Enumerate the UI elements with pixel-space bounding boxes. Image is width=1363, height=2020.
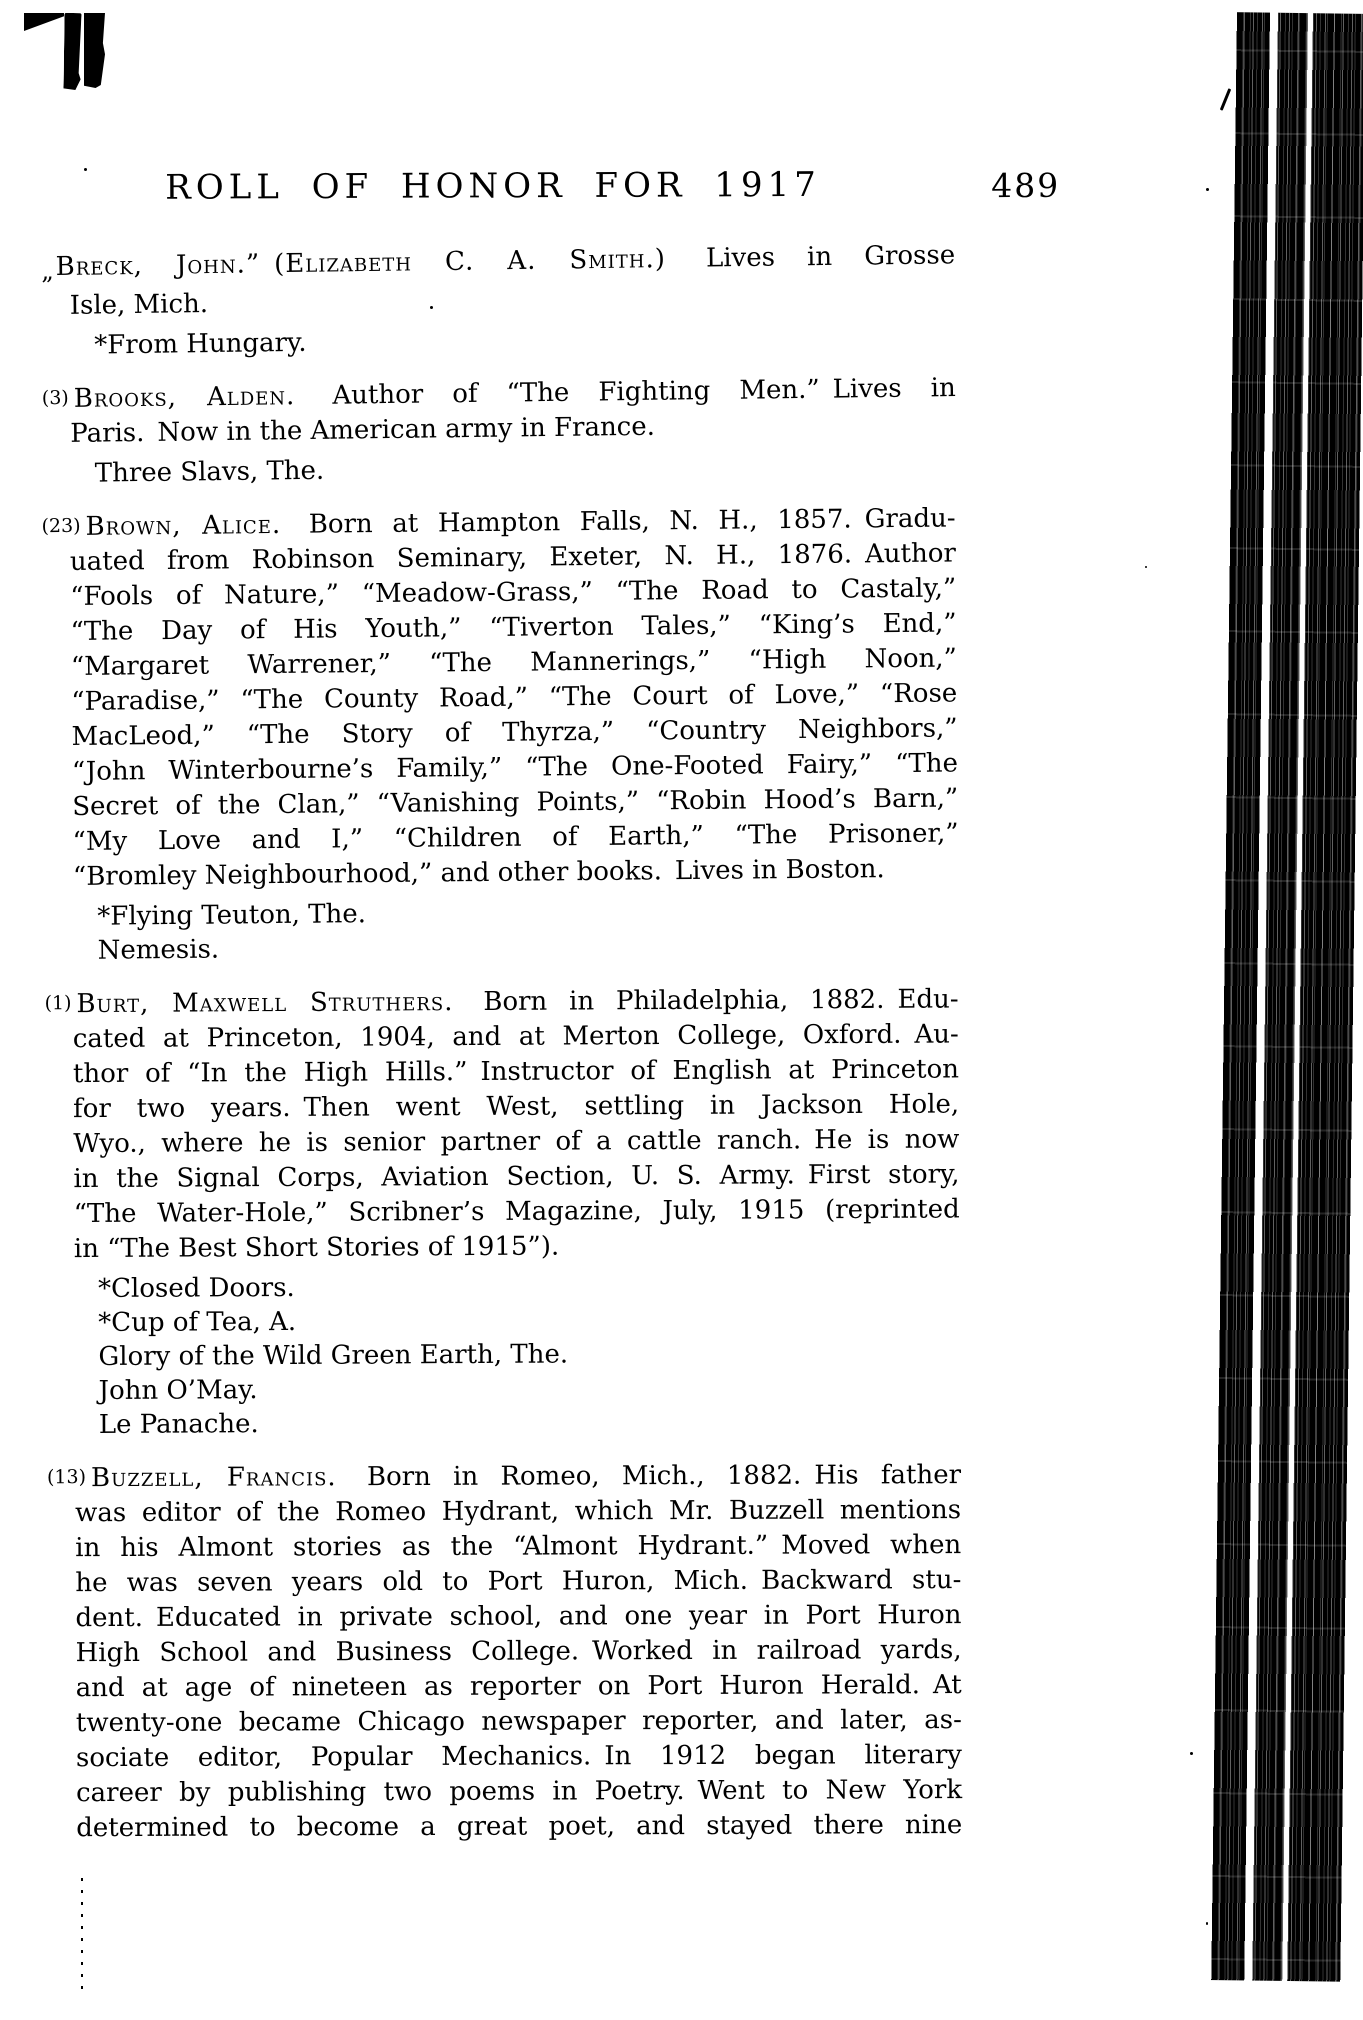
entry-line: was editor of the Romeo Hydrant, which Mr. Buzzell mentions bbox=[75, 1495, 962, 1529]
work-title: *From Hungary. bbox=[94, 327, 307, 361]
scan-corner-mark-bar bbox=[63, 13, 81, 90]
entry-line: and at age of nineteen as reporter on Port Huron Herald. At bbox=[75, 1670, 962, 1704]
entry-brown bbox=[39, 500, 959, 968]
work-title: Glory of the Wild Green Earth, The. bbox=[98, 1339, 569, 1372]
page-title: ROLL OF HONOR FOR 1917 bbox=[165, 164, 821, 208]
page-header bbox=[39, 164, 1103, 219]
scan-speck bbox=[1206, 1922, 1208, 1925]
entry-line-text: Lives in Grosse bbox=[705, 240, 956, 274]
entry-line: “My Love and I,” “Children of Earth,” “The Prisoner,” bbox=[72, 818, 959, 857]
work-title: Le Panache. bbox=[98, 1409, 259, 1440]
entry-line bbox=[44, 981, 959, 1022]
entry-number: (3) bbox=[41, 386, 69, 410]
entry-line: in his Almont stories as the “Almont Hydrant.” Moved when bbox=[75, 1530, 962, 1564]
works-list bbox=[73, 891, 960, 968]
entry-line-text: Author of “The Fighting Men.” Lives in bbox=[332, 373, 956, 411]
entry-line: career by publishing two poems in Poetry. Went to New York bbox=[76, 1775, 963, 1809]
entry-number: (1) bbox=[44, 992, 72, 1015]
page-content bbox=[39, 164, 1110, 1865]
scan-speck bbox=[1145, 566, 1147, 568]
entry-name: Brooks, Alden. bbox=[73, 381, 296, 414]
entry-name: Breck, John.” (Elizabeth C. A. Smith.) bbox=[55, 244, 667, 283]
entry-buzzell bbox=[45, 1457, 962, 1846]
entry-line: for two years. Then went West, settling in Jackson Hole, bbox=[73, 1089, 960, 1125]
entry-name: Buzzell, Francis. bbox=[90, 1462, 337, 1494]
entry-line: he was seven years old to Port Huron, Mich. Backward stu- bbox=[75, 1565, 962, 1599]
scan-speck bbox=[1190, 1752, 1193, 1755]
entry-line: dent. Educated in private school, and one year in Port Huron bbox=[75, 1600, 962, 1634]
work-title: *Flying Teuton, The. bbox=[97, 899, 367, 932]
work-title: Three Slavs, The. bbox=[94, 455, 325, 489]
entry-line: thor of “In the High Hills.” Instructor of English at Princeton bbox=[72, 1054, 960, 1090]
entry-line: MacLeod,” “The Story of Thyrza,” “Country Neighbors,” bbox=[71, 713, 958, 752]
work-title: Nemesis. bbox=[97, 934, 220, 966]
entry-line bbox=[46, 1457, 962, 1496]
scan-dotted-line bbox=[81, 1878, 83, 1992]
entry-line: uated from Robinson Seminary, Exeter, N. H., 1876. Author bbox=[69, 538, 957, 577]
scan-speck bbox=[1206, 188, 1209, 191]
entry-line: Isle, Mich. bbox=[69, 289, 209, 321]
entry-breck bbox=[39, 238, 956, 363]
entry-number: „ bbox=[41, 257, 54, 286]
scan-corner-mark-wedge bbox=[24, 13, 64, 31]
page-number: 489 bbox=[991, 165, 1061, 206]
entry-burt bbox=[42, 981, 960, 1442]
entry-number: (13) bbox=[46, 1466, 87, 1489]
works-list bbox=[71, 446, 957, 491]
entry-line-text: Born in Philadelphia, 1882. Edu- bbox=[483, 984, 959, 1017]
entry-line: “John Winterbourne’s Family,” “The One-Footed Fairy,” “The bbox=[71, 748, 959, 787]
entry-name: Burt, Maxwell Struthers. bbox=[76, 987, 454, 1020]
scan-binding-band bbox=[1196, 12, 1363, 1982]
entry-line: Secret of the Clan,” “Vanishing Points,” “Robin Hood’s Barn,” bbox=[72, 783, 959, 822]
entry-line-text: Born at Hampton Falls, N. H., 1857. Gradu- bbox=[308, 503, 956, 540]
entry-line: twenty-one became Chicago newspaper reporter, and later, as- bbox=[75, 1705, 962, 1739]
entry-line: sociate editor, Popular Mechanics. In 1912 began literary bbox=[75, 1740, 963, 1774]
works-list bbox=[70, 317, 956, 363]
work-title: *Closed Doors. bbox=[98, 1272, 295, 1304]
entry-line: “Bromley Neighbourhood,” and other books. Lives in Boston. bbox=[72, 854, 885, 892]
work-title: *Cup of Tea, A. bbox=[98, 1306, 297, 1338]
works-list bbox=[74, 1267, 961, 1442]
entry-line: High School and Business College. Worked in railroad yards, bbox=[75, 1635, 962, 1669]
entry-line: determined to become a great poet, and stayed there nine bbox=[76, 1810, 963, 1844]
entry-line: “The Day of His Youth,” “Tiverton Tales,” “King’s End,” bbox=[70, 608, 957, 647]
entry-line: “Paradise,” “The County Road,” “The Court of Love,” “Rose bbox=[71, 678, 958, 717]
entry-line: “Margaret Warrener,” “The Mannerings,” “High Noon,” bbox=[70, 643, 958, 682]
entry-line-text: Born in Romeo, Mich., 1882. His father bbox=[366, 1460, 962, 1493]
scan-corner-mark-bar bbox=[84, 13, 105, 88]
entry-number: (23) bbox=[41, 514, 81, 538]
entry-line: “The Water-Hole,” Scribner’s Magazine, July, 1915 (reprinted bbox=[73, 1194, 960, 1230]
entry-line: “Fools of Nature,” “Meadow-Grass,” “The Road to Castaly,” bbox=[70, 573, 957, 612]
entry-line: Paris. Now in the American army in France. bbox=[70, 411, 656, 449]
work-title: John O’May. bbox=[98, 1375, 258, 1406]
entry-brooks bbox=[40, 370, 957, 491]
entry-line: in “The Best Short Stories of 1915”). bbox=[73, 1231, 560, 1265]
entry-line: cated at Princeton, 1904, and at Merton College, Oxford. Au- bbox=[72, 1019, 959, 1055]
entry-line: Wyo., where he is senior partner of a cattle ranch. He is now bbox=[73, 1124, 960, 1160]
entry-line: in the Signal Corps, Aviation Section, U. S. Army. First story, bbox=[73, 1159, 960, 1195]
entry-name: Brown, Alice. bbox=[85, 509, 282, 542]
